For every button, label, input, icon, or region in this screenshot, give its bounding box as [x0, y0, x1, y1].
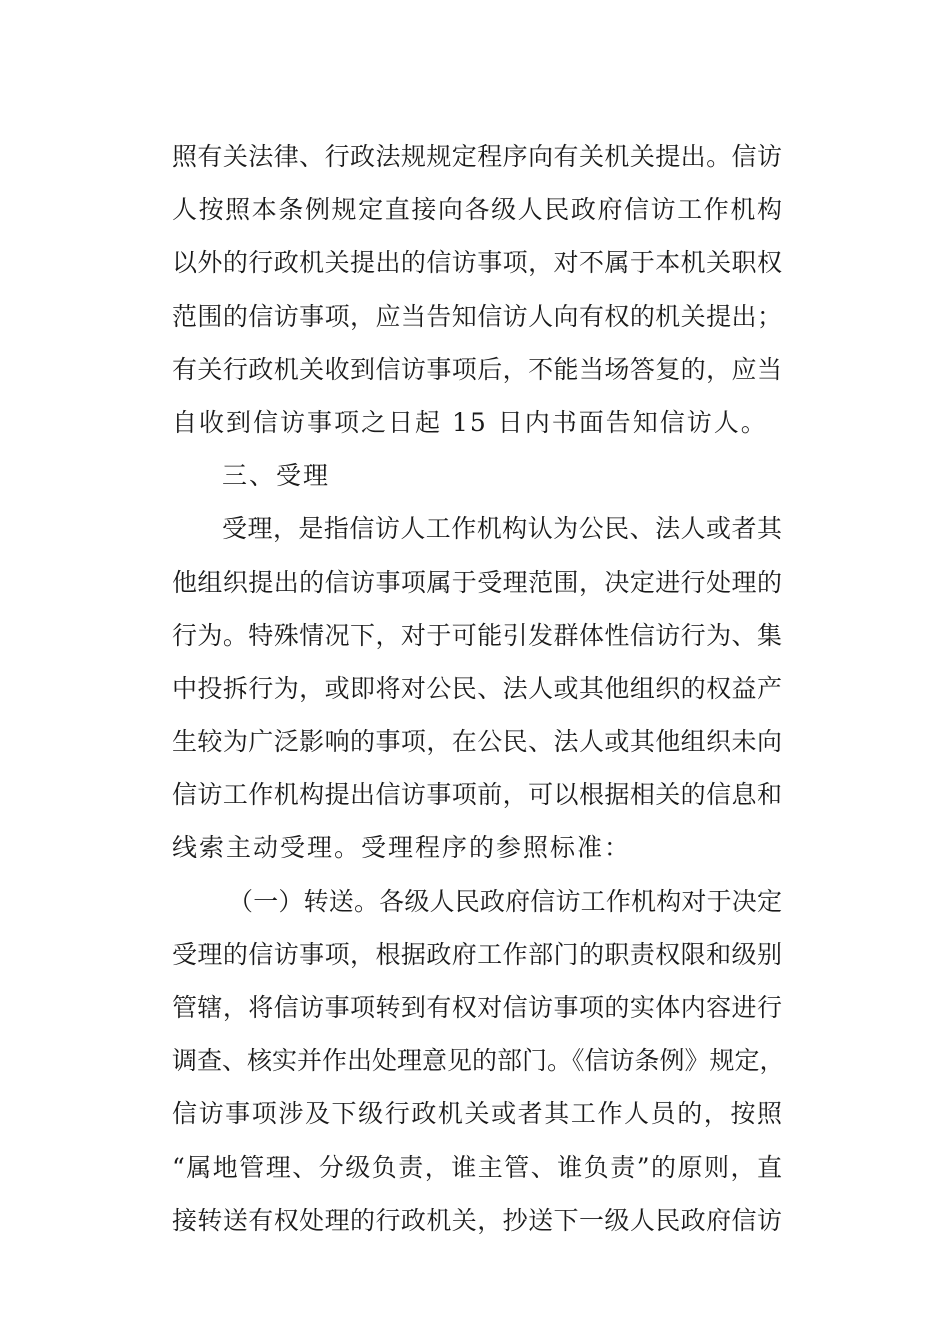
paragraph-line: 生较为广泛影响的事项，在公民、法人或其他组织未向 [172, 727, 782, 757]
section-heading: 三、受理 [222, 461, 331, 491]
paragraph-line: 调查、核实并作出处理意见的部门。《信访条例》规定， [172, 1046, 785, 1076]
paragraph-line: 有关行政机关收到信访事项后，不能当场答复的，应当 [172, 354, 782, 384]
paragraph-line: 管辖，将信访事项转到有权对信访事项的实体内容进行 [172, 993, 782, 1022]
paragraph-line: 照有关法律、行政法规规定程序向有关机关提出。信访 [172, 142, 782, 171]
paragraph-line: 受理，是指信访人工作机构认为公民、法人或者其 [222, 514, 782, 544]
paragraph-line: 中投拆行为，或即将对公民、法人或其他组织的权益产 [172, 673, 782, 703]
paragraph-line: 信访事项涉及下级行政机关或者其工作人员的，按照 [172, 1099, 782, 1129]
paragraph-line: 人按照本条例规定直接向各级人民政府信访工作机构 [172, 195, 782, 225]
paragraph-line: 以外的行政机关提出的信访事项，对不属于本机关职权 [172, 248, 782, 278]
paragraph-line: 行为。特殊情况下，对于可能引发群体性信访行为、集 [172, 620, 782, 650]
paragraph-line: 自收到信访事项之日起 15 日内书面告知信访人。 [172, 407, 768, 437]
paragraph-line: 他组织提出的信访事项属于受理范围，决定进行处理的 [172, 567, 782, 597]
paragraph-line: “属地管理、分级负责，谁主管、谁负责”的原则，直 [172, 1152, 782, 1182]
paragraph-line: 线索主动受理。受理程序的参照标准： [172, 833, 632, 863]
document-body [172, 130, 785, 1247]
paragraph-line: （一）转送。各级人民政府信访工作机构对于决定 [228, 886, 782, 916]
paragraph-line: 信访工作机构提出信访事项前，可以根据相关的信息和 [172, 780, 782, 810]
paragraph-line: 受理的信访事项，根据政府工作部门的职责权限和级别 [172, 939, 782, 969]
paragraph-line: 接转送有权处理的行政机关，抄送下一级人民政府信访 [172, 1205, 782, 1235]
paragraph-line: 范围的信访事项，应当告知信访人向有权的机关提出； [172, 301, 782, 331]
